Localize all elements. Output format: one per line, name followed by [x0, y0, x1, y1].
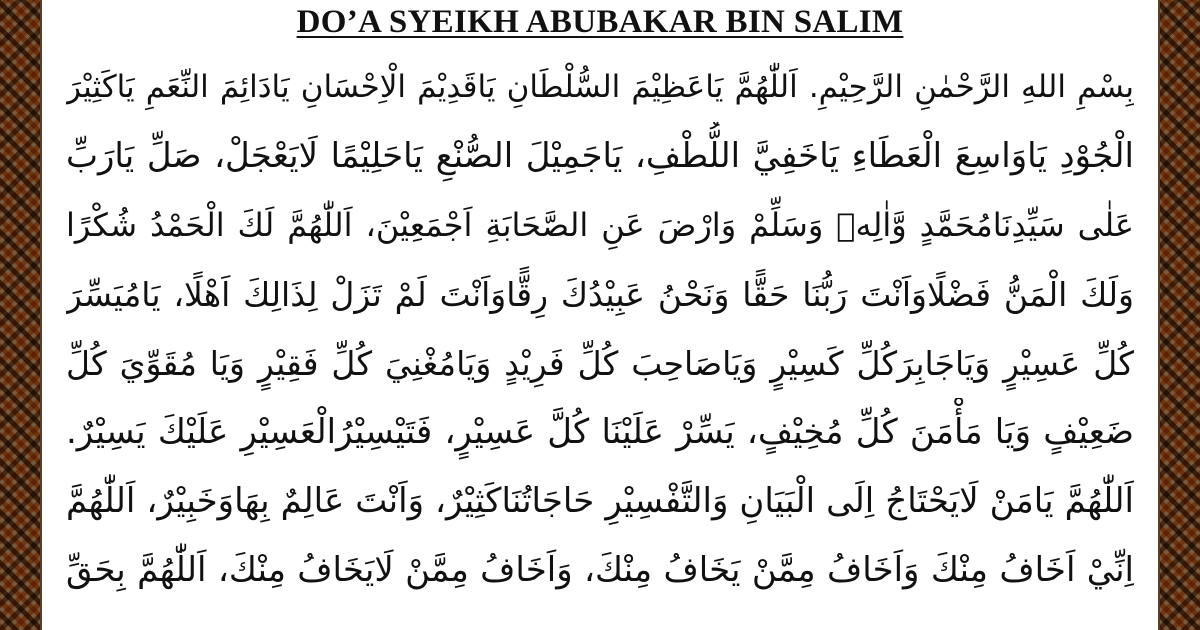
prayer-line-8: اِنِّيْ اَخَافُ مِنْكَ وَاَخَافُ مِمَّنْ يَخَافُ مِنْكَ، وَاَخَافُ مِمَّنْ لَايَخَافُ مِنْكَ، اَللّٰهُمَّ بِحَقِّ — [66, 550, 1134, 590]
prayer-line-6: ضَعِيْفٍ وَيَا مَأْمَنَ كُلِّ مُخِيْفٍ، يَسِّرْ عَلَيْنَا كُلَّ عَسِيْرٍ، فَتَيْسِيْرُالْعَسِيْرِ عَلَيْكَ يَسِيْرٌ. — [66, 412, 1134, 452]
prayer-line-3: عَلٰى سَيِّدِنَامُحَمَّدٍ وَّاٰلِهٖ وَسَلِّمْ وَارْضَ عَنِ الصَّحَابَةِ اَجْمَعِيْنَ، اَللّٰهُمَّ لَكَ الْحَمْدُ شُكْرًا — [66, 206, 1134, 244]
document-title: DO’A SYEIKH ABUBAKAR BIN SALIM — [296, 4, 904, 40]
prayer-line-4: وَلَكَ الْمَنُّ فَضْلًاوَاَنْتَ رَبُّنَا حَقًّا وَنَحْنُ عَبِيْدُكَ رِقًّاوَاَنْتَ لَمْ تَزَلْ لِذَالِكَ اَهْلًا، يَامُيَسِّرَ — [66, 275, 1134, 314]
prayer-text — [42, 53, 1158, 605]
document-page — [42, 0, 1158, 630]
prayer-line-5: كُلِّ عَسِيْرٍ وَيَاجَابِرَكُلِّ كَسِيْرٍ وَيَاصَاحِبَ كُلِّ فَرِيْدٍ وَيَامُغْنِيَ كُلِّ فَقِيْرٍ وَيَا مُقَوِّيَ كُلِّ — [66, 344, 1134, 383]
decorative-border-left — [0, 0, 42, 630]
prayer-line-2: الْجُوْدِ يَاوَاسِعَ الْعَطَاءِ يَاخَفِيَّ اللُّطْفِ، يَاجَمِيْلَ الصُّنْعِ يَاحَلِيْمًا لَايَعْجَلْ، صَلِّ يَارَبِّ — [66, 136, 1134, 176]
decorative-border-right — [1158, 0, 1200, 630]
prayer-line-1: بِسْمِ اللهِ الرَّحْمٰنِ الرَّحِيْمِ. اَللّٰهُمَّ يَاعَظِيْمَ السُّلْطَانِ يَاقَدِيْمَ الْاِحْسَانِ يَادَائِمَ النِّعَمِ يَاكَثِيْرَ — [66, 69, 1134, 105]
prayer-line-7: اَللّٰهُمَّ يَامَنْ لَايَحْتَاجُ اِلَى الْبَيَانِ وَالتَّفْسِيْرِ حَاجَاتُنَاكَثِيْرٌ، وَاَنْتَ عَالِمٌ بِهَاوَخَبِيْرٌ، اَللّٰهُمَّ — [66, 481, 1134, 521]
